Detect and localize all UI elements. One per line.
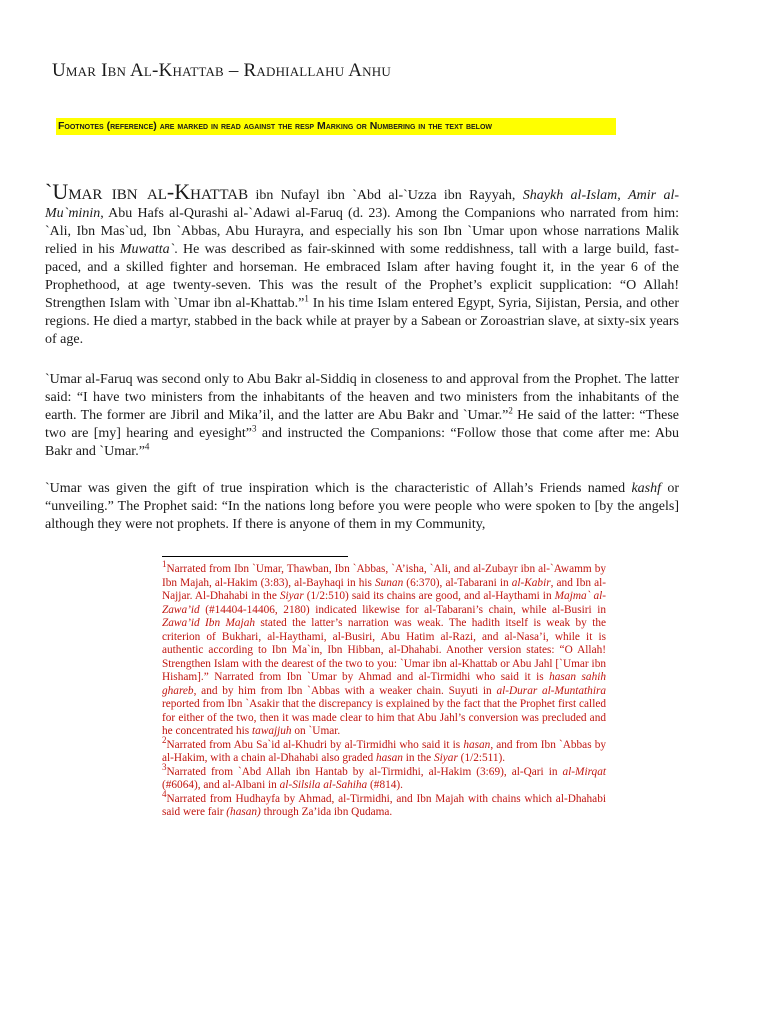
fn1-text: (1/2:510) said its chains are good, and al-Haythami in <box>303 590 555 602</box>
fn1-text: stated the latter’s narration was weak. The hadith itself is weak by the criterion of Bukhari, al-Haythami, al-Busiri, Abu Hatim al-Razi, and al-Nasa’i, while it is authentic according to Ibn Ma`in, Ibn Hibban, al-Dhahabi. Another version states: “O Allah! Strengthen Islam with the dearest of the two to you: `Umar ibn al-Khattab or Abu Jahl [`Umar ibn Hisham].” Narrated from Ibn `Umar by Ahmad and al-Tirmidhi who said it is <box>162 617 606 683</box>
fn1-italic: Zawa’id Ibn Majah <box>162 617 255 629</box>
p3-text-a: `Umar was given the gift of true inspiration which is the characteristic of Allah’s Friends named <box>45 481 632 496</box>
footnote-number: 3 <box>162 761 167 772</box>
fn3-text: (#6064), and al-Albani in <box>162 779 280 791</box>
paragraph-3 <box>45 480 679 534</box>
p2-text-a: `Umar al-Faruq was second only to Abu Bakr al-Siddiq in closeness to and approval from the Prophet. The latter said: “I have two ministers from the inhabitants of the heaven and two ministers from the inhabitants of the earth. The former are Jibril and Mika’il, and the latter are Abu Bakr and `Umar.” <box>45 372 679 423</box>
p1-italic-3: Muwatta` <box>119 242 175 257</box>
fn3-text: Narrated from `Abd Allah ibn Hantab by al-Tirmidhi, al-Hakim (3:69), al-Qari in <box>166 765 563 778</box>
dropcap-name: `Umar ibn al-Khattab <box>45 179 249 204</box>
p1-italic-2: Amir al-Mu`minin <box>45 188 679 221</box>
footnote-separator <box>162 556 348 557</box>
p2-text-b: He said of the latter: “These two are [my] hearing and eyesight” <box>45 408 679 441</box>
fn2-text: (1/2:511). <box>457 752 506 764</box>
p2-text-c: and instructed the Companions: “Follow those that come after me: Abu Bakr and `Umar.” <box>45 426 679 459</box>
fn4-italic: (hasan) <box>226 806 261 818</box>
fn1-text: on `Umar. <box>291 725 341 737</box>
p1-text-a: ibn Nufayl ibn `Abd al-`Uzza ibn Rayyah, <box>248 188 523 203</box>
page-title: Umar Ibn Al-Khattab – Radhiallahu Anhu <box>52 60 391 81</box>
fn1-italic: hasan sahih ghareb <box>162 671 607 697</box>
fn1-text: Narrated from Ibn `Umar, Thawban, Ibn `Abbas, `A’isha, `Ali, and al-Zubayr ibn al-`Awamm by Ibn Majah, al-Hakim (3:83), al-Bayhaqi in his <box>162 563 606 589</box>
fn3-text: (#814). <box>367 779 403 791</box>
footnote-ref-1[interactable]: 1 <box>304 293 309 304</box>
footnote-ref-2[interactable]: 2 <box>508 405 513 416</box>
p1-italic-1: Shaykh al-Islam <box>522 188 618 203</box>
fn3-italic: al-Silsila al-Sahiha <box>279 779 368 791</box>
fn1-italic: Siyar <box>279 590 304 602</box>
fn1-text: , and by him from Ibn `Abbas with a weaker chain. Suyuti in <box>193 684 497 697</box>
paragraph-1 <box>45 179 679 349</box>
footnote-ref-4[interactable]: 4 <box>144 441 150 452</box>
fn2-text: Narrated from Abu Sa`id al-Khudri by al-Tirmidhi who said it is <box>166 738 464 751</box>
footnote-2 <box>162 734 607 766</box>
fn2-text: , and from Ibn `Abbas by al-Hakim, with a chain al-Dhahabi also graded <box>162 738 607 764</box>
fn4-text: Narrated from Hudhayfa by Ahmad, al-Tirmidhi, and Ibn Majah with chains which al-Dhahabi said were fair <box>162 792 606 818</box>
p1-text-c: , Abu Hafs al-Qurashi al-`Adawi al-Faruq (d. 23). Among the Companions who narrated from him: `Ali, Ibn Mas`ud, Ibn `Abbas, Abu Hurayra, and especially his son Ibn `Umar upon whose narrations Malik relied in his <box>45 206 679 257</box>
footnote-number: 4 <box>162 788 167 799</box>
footnote-number: 1 <box>162 559 167 570</box>
footnotes-section <box>162 559 607 820</box>
footnote-number: 2 <box>162 734 167 745</box>
footnote-notice: Footnotes (reference) are marked in read against the resp Marking or Numbering in the text below <box>56 118 616 135</box>
fn1-italic: Sunan <box>374 576 404 589</box>
footnote-3 <box>162 761 606 793</box>
p3-text-b: or “unveiling.” The Prophet said: “In the nations long before you were people who were spoken to [by the angels] although they were not prophets. If there is anyone of them in my Community, <box>45 481 679 532</box>
fn1-italic: al-Durar al-Muntathira <box>496 684 607 697</box>
p3-italic-1: kashf <box>631 481 661 496</box>
p1-text-b: , <box>617 188 629 203</box>
footnote-4 <box>162 788 606 820</box>
fn1-italic: tawajjuh <box>252 725 292 737</box>
footnote-1 <box>162 559 607 739</box>
p1-text-e: In his time Islam entered Egypt, Syria, Sijistan, Persia, and other regions. He died a martyr, stabbed in the back while at prayer by a Sabean or Zoroastrian slave, at sixty-six years of age. <box>45 296 679 347</box>
fn4-text: through Za’ida ibn Qudama. <box>260 806 393 818</box>
fn1-text: (6:370), al-Tabarani in <box>403 576 512 589</box>
footnote-ref-3[interactable]: 3 <box>252 423 257 434</box>
fn2-italic: Siyar <box>434 752 458 764</box>
fn1-text: (#14404-14406, 2180) indicated likewise for al-Tabarani’s chain, while al-Busiri in <box>199 603 606 616</box>
fn2-italic: hasan <box>463 738 491 751</box>
fn1-text: , and Ibn al-Najjar. Al-Dhahabi in the <box>162 576 606 602</box>
fn2-text: in the <box>402 752 434 764</box>
paragraph-2 <box>45 371 679 461</box>
fn1-italic: al-Kabir <box>511 576 551 589</box>
p1-text-d: . He was described as fair-skinned with some reddishness, tall with a large build, fast-paced, and a skilled fighter and horseman. He embraced Islam after having fought it, in the year 6 of the Prophethood, at age twenty-seven. This was the result of the Prophet’s explicit supplication: “O Allah! Strengthen Islam with `Umar ibn al-Khattab.” <box>45 242 679 311</box>
fn3-italic: al-Mirqat <box>562 765 606 778</box>
fn1-italic: Majma` al-Zawa’id <box>162 590 606 616</box>
fn2-italic: hasan <box>375 752 403 764</box>
fn1-text: reported from Ibn `Asakir that the discrepancy is explained by the fact that the Prophet first called for either of the two, then it was made clear to him that Abu Jahl’s conversion was precluded and he concentrated his <box>162 698 606 737</box>
